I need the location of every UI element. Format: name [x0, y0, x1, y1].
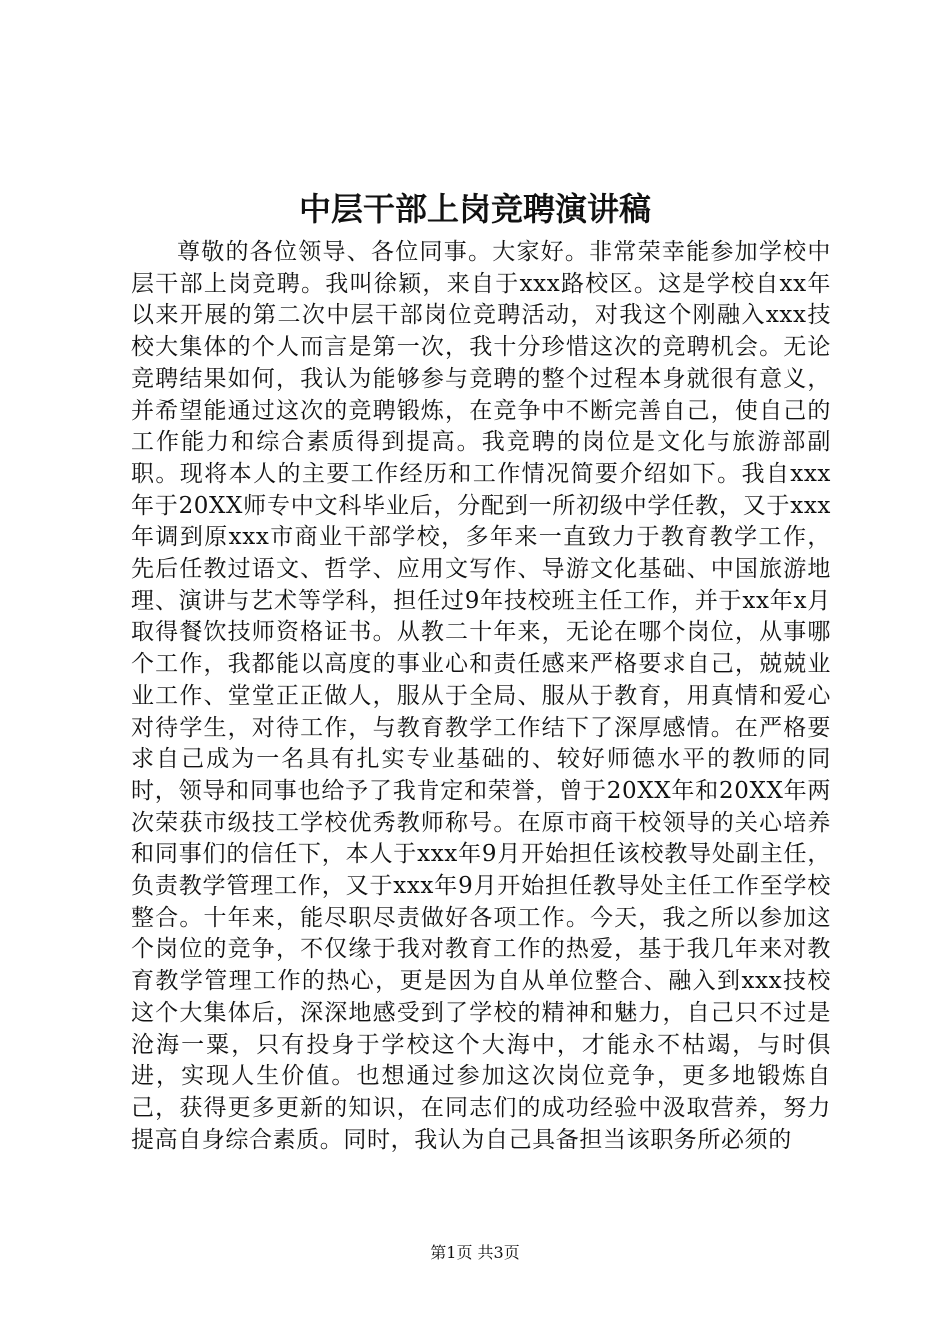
- document-title: 中层干部上岗竞聘演讲稿: [298, 190, 651, 228]
- page-number-footer: 第1页 共3页: [430, 1243, 520, 1262]
- document-body-paragraph: 尊敬的各位领导、各位同事。大家好。非常荣幸能参加学校中层干部上岗竞聘。我叫徐颖，来自于xxx路校区。这是学校自xx年以来开展的第二次中层干部岗位竞聘活动，对我这个刚融入xxx技校大集体的个人而言是第一次，我十分珍惜这次的竞聘机会。无论竞聘结果如何，我认为能够参与竞聘的整个过程本身就很有意义，并希望能通过这次的竞聘锻炼，在竞争中不断完善自己，使自己的工作能力和综合素质得到提高。我竞聘的岗位是文化与旅游部副职。现将本人的主要工作经历和工作情况简要介绍如下。我自xxx年于20XX师专中文科毕业后，分配到一所初级中学任教，又于xxx年调到原xxx市商业干部学校，多年来一直致力于教育教学工作，先后任教过语文、哲学、应用文写作、导游文化基础、中国旅游地理、演讲与艺术等学科，担任过9年技校班主任工作，并于xx年x月取得餐饮技师资格证书。从教二十年来，无论在哪个岗位，从事哪个工作，我都能以高度的事业心和责任感来严格要求自己，兢兢业业工作、堂堂正正做人，服从于全局、服从于教育，用真情和爱心对待学生，对待工作，与教育教学工作结下了深厚感情。在严格要求自己成为一名具有扎实专业基础的、较好师德水平的教师的同时，领导和同事也给予了我肯定和荣誉，曾于20XX年和20XX年两次荣获市级技工学校优秀教师称号。在原市商干校领导的关心培养和同事们的信任下，本人于xxx年9月开始担任该校教导处副主任，负责教学管理工作，又于xxx年9月开始担任教导处主任工作至学校整合。十年来，能尽职尽责做好各项工作。今天，我之所以参加这个岗位的竞争，不仅缘于我对教育工作的热爱，基于我几年来对教育教学管理工作的热心，更是因为自从单位整合、融入到xxx技校这个大集体后，深深地感受到了学校的精神和魅力，自己只不过是沧海一粟，只有投身于学校这个大海中，才能永不枯竭，与时俱进，实现人生价值。也想通过参加这次岗位竞争，更多地锻炼自己，获得更多更新的知识，在同志们的成功经验中汲取营养，努力提高自身综合素质。同时，我认为自己具备担当该职务所必须的: [131, 239, 831, 1153]
